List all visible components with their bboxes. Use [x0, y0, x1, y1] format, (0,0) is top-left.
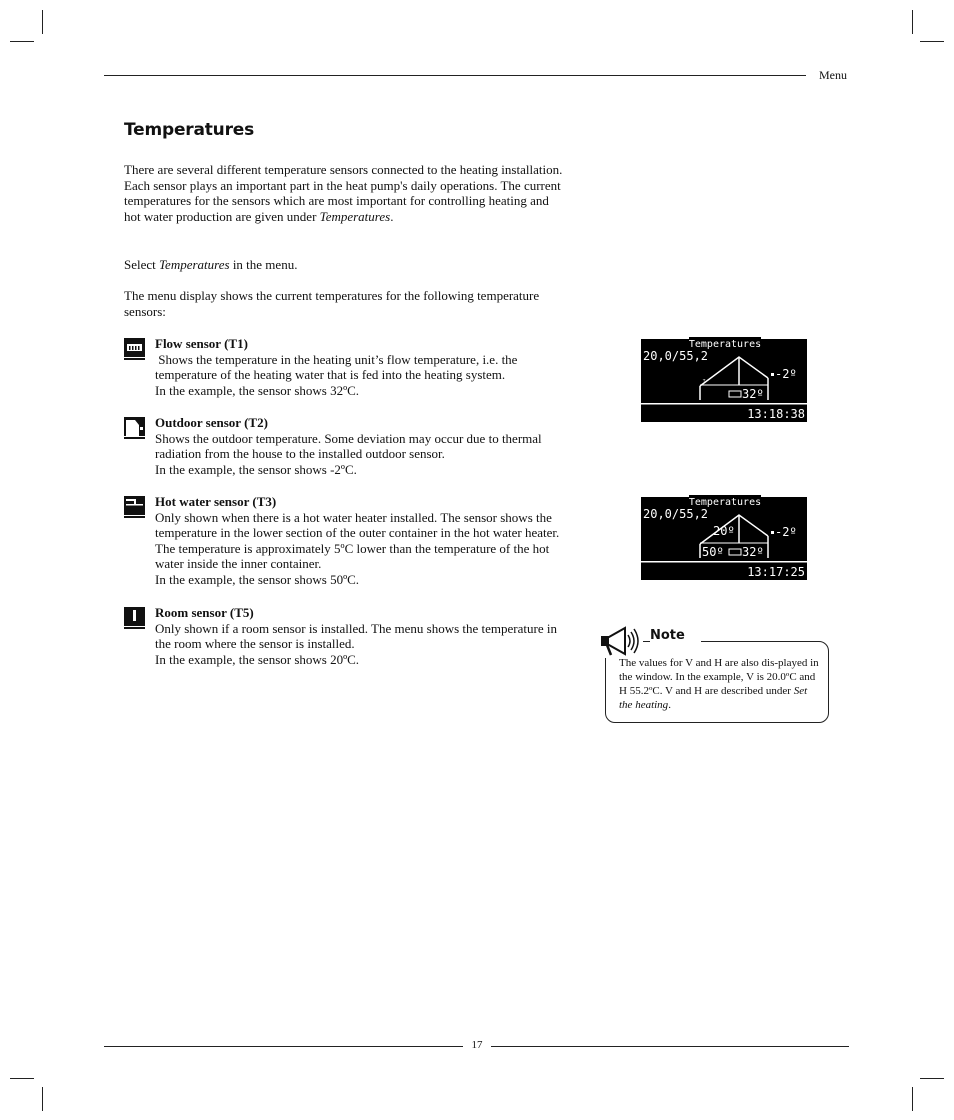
header-section-label: Menu [819, 68, 847, 82]
crop-mark [42, 1087, 43, 1111]
display-flow-value: 32º [742, 545, 764, 559]
display-room-value: 20º [713, 524, 735, 538]
display-title: Temperatures [688, 497, 762, 508]
sensor-description: Shows the outdoor temperature. Some deviation may occur due to thermal radiation from the house to the installed outdoor sensor. [155, 430, 542, 462]
outdoor-sensor-icon [124, 417, 145, 439]
crop-mark [10, 1078, 34, 1079]
display-vh-values: 20,0/55,2 [643, 349, 709, 363]
sensor-name: Room sensor (T5) [155, 605, 254, 620]
page-title: Temperatures [124, 120, 254, 140]
temperature-display [641, 337, 807, 422]
crop-mark [912, 1087, 913, 1111]
display-clock: 13:18:38 [747, 407, 805, 421]
display-outdoor-value: -2º [775, 367, 797, 381]
crop-mark [10, 41, 34, 42]
display-description: The menu display shows the current temperatures for the following temperature sensors: [124, 288, 540, 319]
footer-rule-left [104, 1046, 463, 1047]
crop-mark [920, 41, 944, 42]
display-clock: 13:17:25 [747, 565, 805, 579]
crop-mark [912, 10, 913, 34]
sensor-example: In the example, the sensor shows 50ºC. [155, 571, 360, 587]
display-outdoor-value: -2º [775, 525, 797, 539]
sensor-example: In the example, the sensor shows -2ºC. [155, 461, 357, 477]
footer-rule-right [491, 1046, 849, 1047]
note-title: Note [650, 628, 701, 643]
display-title: Temperatures [688, 339, 762, 350]
crop-mark [920, 1078, 944, 1079]
flow-sensor-icon [124, 338, 145, 360]
sensor-name: Outdoor sensor (T2) [155, 415, 268, 430]
sensor-description: Only shown when there is a hot water heater installed. The sensor shows the temperature in the lower section of the outer container in the hot water heater. The temperature is approximately 5ºC lower than the temperature of the hot water inside the inner container. [155, 509, 560, 572]
sensor-name: Flow sensor (T1) [155, 336, 248, 351]
svg-text:ᵀ: ᵀ [702, 378, 707, 386]
select-instruction: Select Temperatures in the menu. [124, 257, 298, 272]
sensor-example: In the example, the sensor shows 32ºC. [155, 382, 360, 398]
sensor-example: In the example, the sensor shows 20ºC. [155, 651, 360, 667]
sensor-description: Shows the temperature in the heating unit’s flow temperature, i.e. the temperature of the heating water that is fed into the heating system. [155, 351, 521, 383]
note-text: The values for V and H are also dis-played in the window. In the example, V is 20.0ºC and H 55.2ºC. V and H are described under Set the heating. [619, 657, 819, 711]
intro-paragraph: There are several different temperature sensors connected to the heating installation. Each sensor plays an important part in the heat pump's daily operations. The current temperatures for the sensors which are most important for controlling heating and hot water production are given under Temperatures. [124, 162, 563, 224]
display-hot-water-value: 50º [702, 545, 724, 559]
hot-water-sensor-icon [124, 496, 145, 518]
sensor-name: Hot water sensor (T3) [155, 494, 277, 509]
temperature-display [641, 495, 807, 580]
header-rule [104, 75, 806, 76]
display-flow-value: 32º [742, 387, 764, 401]
sensor-description: Only shown if a room sensor is installed. The menu shows the temperature in the room where the sensor is installed. [155, 620, 557, 652]
room-sensor-icon [124, 607, 145, 629]
display-vh-values: 20,0/55,2 [643, 507, 709, 521]
crop-mark [42, 10, 43, 34]
page-number: 17 [471, 1039, 483, 1051]
